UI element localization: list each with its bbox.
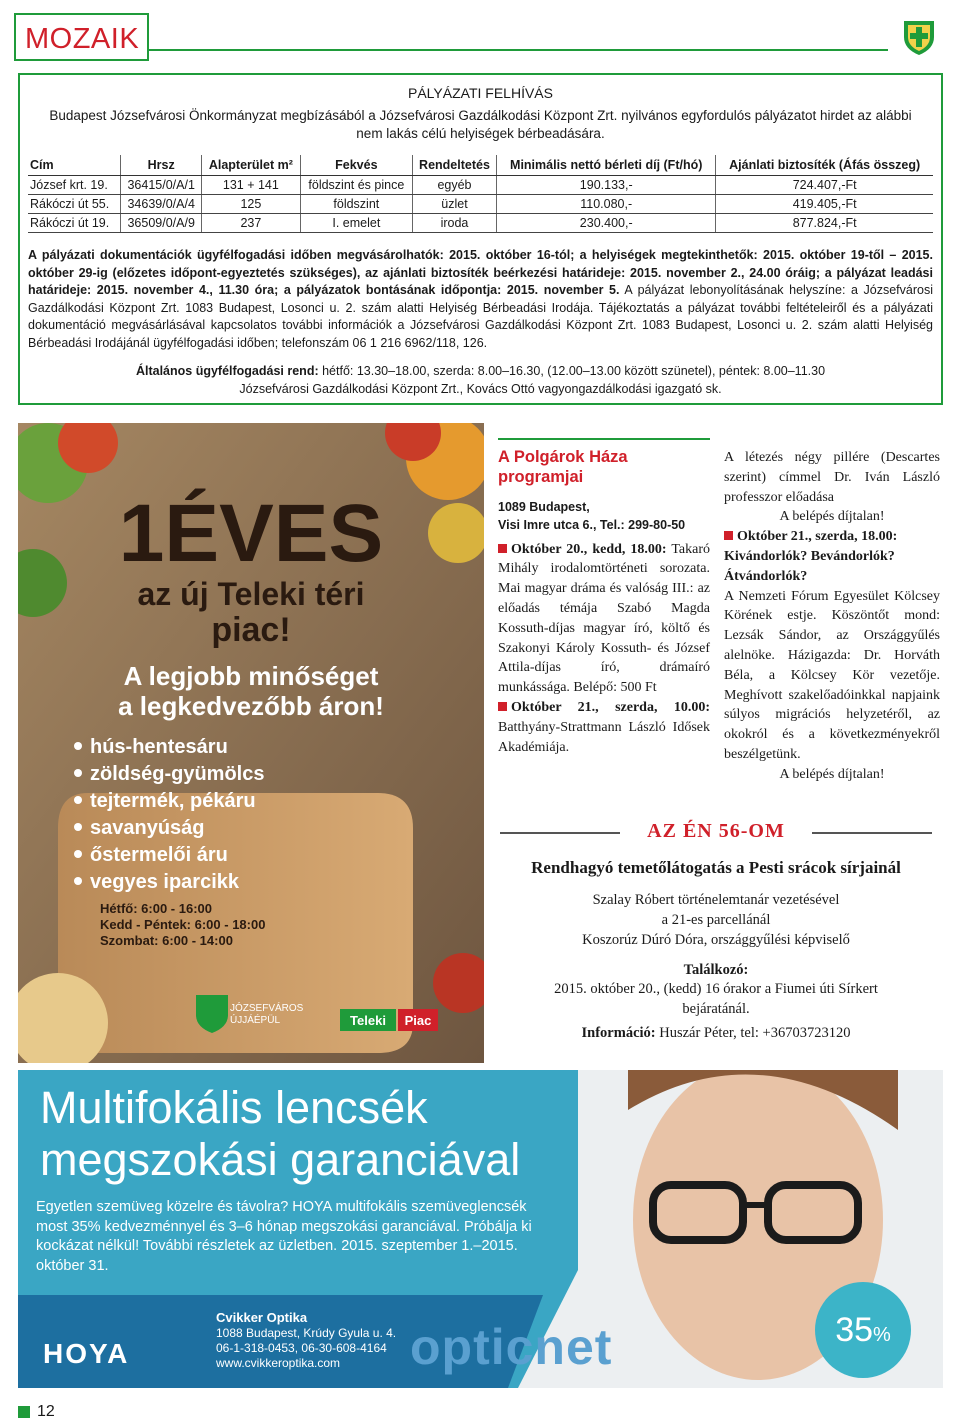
meeting-line: bejáratánál.	[682, 1001, 750, 1017]
table-cell: 724.407,-Ft	[716, 176, 933, 195]
poster-headline-1: 1ÉVES	[118, 488, 384, 579]
office-hours-label: Általános ügyfélfogadási rend:	[135, 364, 319, 378]
tender-details: A pályázat lebonyolításának helyszíne: a Józsefvárosi Gazdálkodási Központ Zrt. 1083 Budapest, Losonci u. 2. szám alatti Helyiség Bérbeadási Irodája. Tájékoztatás a pályázat további feltételeiről és a pályázati dokumentáció megvásárlásával kapcsolatos további információk a Józsefvárosi Gazdálkodási Központ Zrt. 1083 Budapest, Losonci u. 2. szám alatti Helyiség Bérbeadási Irodájánál ügyfélfogadási időben; telefonszám 06 1 216 6962/118, 126.	[28, 283, 933, 350]
logo-text: ÚJJÁÉPÜL	[230, 1015, 281, 1026]
program-title: A Polgárok Háza programjai	[498, 448, 628, 486]
bullet-square-icon	[498, 544, 507, 553]
poster-slogan-2: a legkedvezőbb áron!	[118, 691, 384, 721]
poster-headline-2: az új Teleki téri	[137, 576, 365, 612]
property-table	[28, 155, 933, 233]
advert-text: Egyetlen szemüveg közelre és távolra? HOYA multifokális szemüveglencsék most 35% kedvezménnyel és 3–6 hónap megszokási garanciával. Próbálja ki kockázat nélkül! További részletek az üzletben. 2015. szeptember 1.–2015. október 31.	[36, 1199, 532, 1274]
program-address-line: Visi Imre utca 6., Tel.: 299-80-50	[498, 517, 686, 532]
table-cell: egyéb	[412, 176, 496, 195]
tender-signature: Józsefvárosi Gazdálkodási Központ Zrt., Kovács Ottó vagyongazdálkodási igazgató sk.	[239, 382, 722, 396]
column-header: Hrsz	[121, 155, 201, 176]
discount-sign: %	[873, 1324, 891, 1346]
advert-headline-line: megszokási garanciával	[40, 1134, 521, 1185]
table-cell: 131 + 141	[201, 176, 300, 195]
tender-intro	[28, 107, 933, 143]
advert-headline-line: Multifokális lencsék	[40, 1082, 428, 1133]
event-line: a 21-es parcellánál	[661, 912, 771, 928]
program-event-1	[498, 540, 710, 698]
table-header-row	[28, 155, 933, 176]
table-cell: 125	[201, 195, 300, 214]
bullet-square-icon	[498, 702, 507, 711]
market-poster	[18, 423, 484, 1063]
program-event-3	[724, 527, 940, 586]
program-column-1	[498, 438, 710, 757]
page-number: 12	[37, 1403, 55, 1420]
discount-value: 35	[835, 1311, 874, 1349]
advert-headline	[40, 1082, 520, 1186]
table-row	[28, 195, 933, 214]
event-subtitle: Rendhagyó temetőlátogatás a Pesti srácok sírjainál	[531, 858, 901, 877]
table-row	[28, 214, 933, 233]
event-date: Október 21., szerda, 10.00:	[511, 699, 710, 715]
header-rule	[149, 49, 888, 51]
memorial-event	[486, 820, 946, 1050]
table-cell: iroda	[412, 214, 496, 233]
tender-intro-line: Budapest Józsefvárosi Önkormányzat megbízásából a Józsefvárosi Gazdálkodási Központ Zrt. nyilvános egyfordulós pályázatot hirdet az alábbi	[49, 108, 912, 123]
table-cell: 230.400,-	[497, 214, 716, 233]
tender-notice	[18, 73, 943, 405]
poster-slogan-1: A legjobb minőséget	[123, 661, 379, 691]
event-text: Batthyány-Strattmann László Idősek Akadémiája.	[498, 719, 710, 755]
bullet-dot	[74, 769, 82, 777]
table-cell: 190.133,-	[497, 176, 716, 195]
table-cell: Rákóczi út 19.	[28, 214, 121, 233]
event-line: Koszorúz Dúró Dóra, országgyűlési képviselő	[582, 932, 850, 948]
event-entry: A belépés díjtalan!	[779, 509, 885, 525]
table-cell: földszint	[300, 195, 412, 214]
event-entry: A belépés díjtalan!	[779, 766, 885, 782]
info-text: Huszár Péter, tel: +36703723120	[655, 1025, 851, 1041]
bullet-dot	[74, 823, 82, 831]
program-address-line: 1089 Budapest,	[498, 499, 590, 514]
title-rule	[812, 832, 932, 834]
bullet-dot	[74, 742, 82, 750]
table-cell: 110.080,-	[497, 195, 716, 214]
tender-body	[28, 247, 933, 352]
poster-headline-3: piac!	[211, 611, 291, 649]
program-address	[498, 498, 710, 534]
shop-address: 1088 Budapest, Krúdy Gyula u. 4.	[216, 1326, 397, 1340]
shop-web: www.cvikkeroptika.com	[216, 1356, 341, 1370]
poster-hours: Hétfő: 6:00 - 16:00	[100, 901, 212, 916]
column-header: Fekvés	[300, 155, 412, 176]
program-event-2	[498, 698, 710, 757]
bullet-dot	[74, 850, 82, 858]
page-marker-icon	[18, 1406, 30, 1418]
table-cell: 237	[201, 214, 300, 233]
program-column-2	[724, 448, 940, 785]
bullet-dot	[74, 877, 82, 885]
shop-name: Cvikker Optika	[216, 1310, 308, 1325]
event-info	[486, 1023, 946, 1043]
table-cell: I. emelet	[300, 214, 412, 233]
poster-hours: Szombat: 6:00 - 14:00	[100, 933, 233, 948]
tender-deadlines: A pályázati dokumentációk ügyfélfogadási időben megvásárolhatók: 2015. október 16-tól; a helyiségek megtekinthetők: 2015. október 19-től – 2015. október 29-ig (előzetes időpont-egyeztetés szükséges), az ajánlati biztosíték beérkezési határideje: 2015. november 2., 24.00 óráig; a pályázat leadási határideje: 2015. november 4., 11.30 óra; a pályázatok bontásának időpontja: 2015. november 5.	[28, 248, 933, 297]
section-label-box	[14, 13, 149, 61]
title-rule	[500, 832, 620, 834]
hoya-logo: HOYA	[43, 1338, 130, 1369]
table-cell: földszint és pince	[300, 176, 412, 195]
event-date: Október 21., szerda, 18.00: Kivándorlók? Bevándorlók? Átvándorlók?	[724, 529, 898, 584]
district-crest-icon	[898, 15, 940, 57]
table-cell: Rákóczi út 55.	[28, 195, 121, 214]
opticnet-logo: opticnet	[410, 1319, 613, 1375]
table-cell: 36509/0/A/9	[121, 214, 201, 233]
column-header: Cím	[28, 155, 121, 176]
table-cell: József krt. 19.	[28, 176, 121, 195]
column-header: Ajánlati biztosíték (Áfás összeg)	[716, 155, 933, 176]
teleki-brand: Teleki	[350, 1013, 386, 1028]
market-poster-art	[18, 423, 484, 1063]
logo-text: JÓZSEFVÁROS	[230, 1003, 304, 1014]
program-title-rule	[498, 438, 710, 488]
table-cell: 36415/0/A/1	[121, 176, 201, 195]
poster-item: tejtermék, pékáru	[90, 790, 256, 812]
bullet-square-icon	[724, 531, 733, 540]
shop-phone: 06-1-318-0453, 06-30-608-4164	[216, 1341, 387, 1355]
event-date: Október 20., kedd, 18.00:	[511, 541, 667, 557]
poster-item: savanyúság	[90, 817, 205, 839]
tender-office-hours	[28, 362, 933, 398]
poster-item: vegyes iparcikk	[90, 871, 239, 893]
event-title: AZ ÉN 56-OM	[647, 820, 785, 842]
office-hours-text: hétfő: 13.30–18.00, szerda: 8.00–16.30, (12.00–13.00 között szünetel), péntek: 8.00–11.30	[318, 364, 826, 378]
event-text: Takaró Mihály irodalomtörténeti sorozata. Mai magyar dráma és valóság III.: az előadás témája Szabó Magda Kossuth-díjas magyar író, költő és Szakonyi Károly Kossuth- és József Attila-díjas író, drámaíró munkássága. Belépő: 500 Ft	[498, 541, 710, 696]
table-cell: üzlet	[412, 195, 496, 214]
event-text: A létezés négy pillére (Descartes szerint) címmel Dr. Iván László professzor előadása	[724, 450, 940, 505]
poster-item: hús-hentesáru	[90, 736, 228, 758]
meeting-label: Találkozó:	[683, 962, 749, 978]
column-header: Minimális nettó bérleti díj (Ft/hó)	[497, 155, 716, 176]
bullet-dot	[74, 796, 82, 804]
column-header: Alapterület m²	[201, 155, 300, 176]
event-line: Szalay Róbert történelemtanár vezetésével	[592, 892, 840, 908]
tender-intro-line: nem lakás célú helyiségek bérbeadására.	[356, 126, 605, 141]
info-label: Információ:	[581, 1025, 656, 1041]
section-header	[14, 13, 948, 61]
poster-item: zöldség-gyümölcs	[90, 763, 265, 785]
table-row	[28, 176, 933, 195]
section-title: MOZAIK	[25, 23, 140, 55]
poster-hours: Kedd - Péntek: 6:00 - 18:00	[100, 917, 266, 932]
tender-title: PÁLYÁZATI FELHÍVÁS	[408, 85, 553, 101]
piac-brand: Piac	[404, 1013, 432, 1028]
optics-advert	[18, 1070, 943, 1388]
table-cell: 877.824,-Ft	[716, 214, 933, 233]
column-header: Rendeltetés	[412, 155, 496, 176]
discount-badge	[815, 1282, 911, 1378]
meeting-line: 2015. október 20., (kedd) 16 órakor a Fiumei úti Sírkert	[554, 981, 878, 997]
event-text: A Nemzeti Fórum Egyesület Kölcsey Körének estje. Köszöntőt mond: Lezsák Sándor, az Országgyűlés alelnöke. Házigazda: Dr. Horváth Béla, a Kölcsey Kör vezetője. Meghívott szakelőadóinkkal napjaink súlyos migrációs helyzetéről, az okokról és a következményekről beszélgetünk.	[724, 588, 940, 762]
poster-item: őstermelői áru	[90, 844, 228, 866]
table-cell: 419.405,-Ft	[716, 195, 933, 214]
shop-info	[216, 1310, 396, 1371]
table-cell: 34639/0/A/4	[121, 195, 201, 214]
